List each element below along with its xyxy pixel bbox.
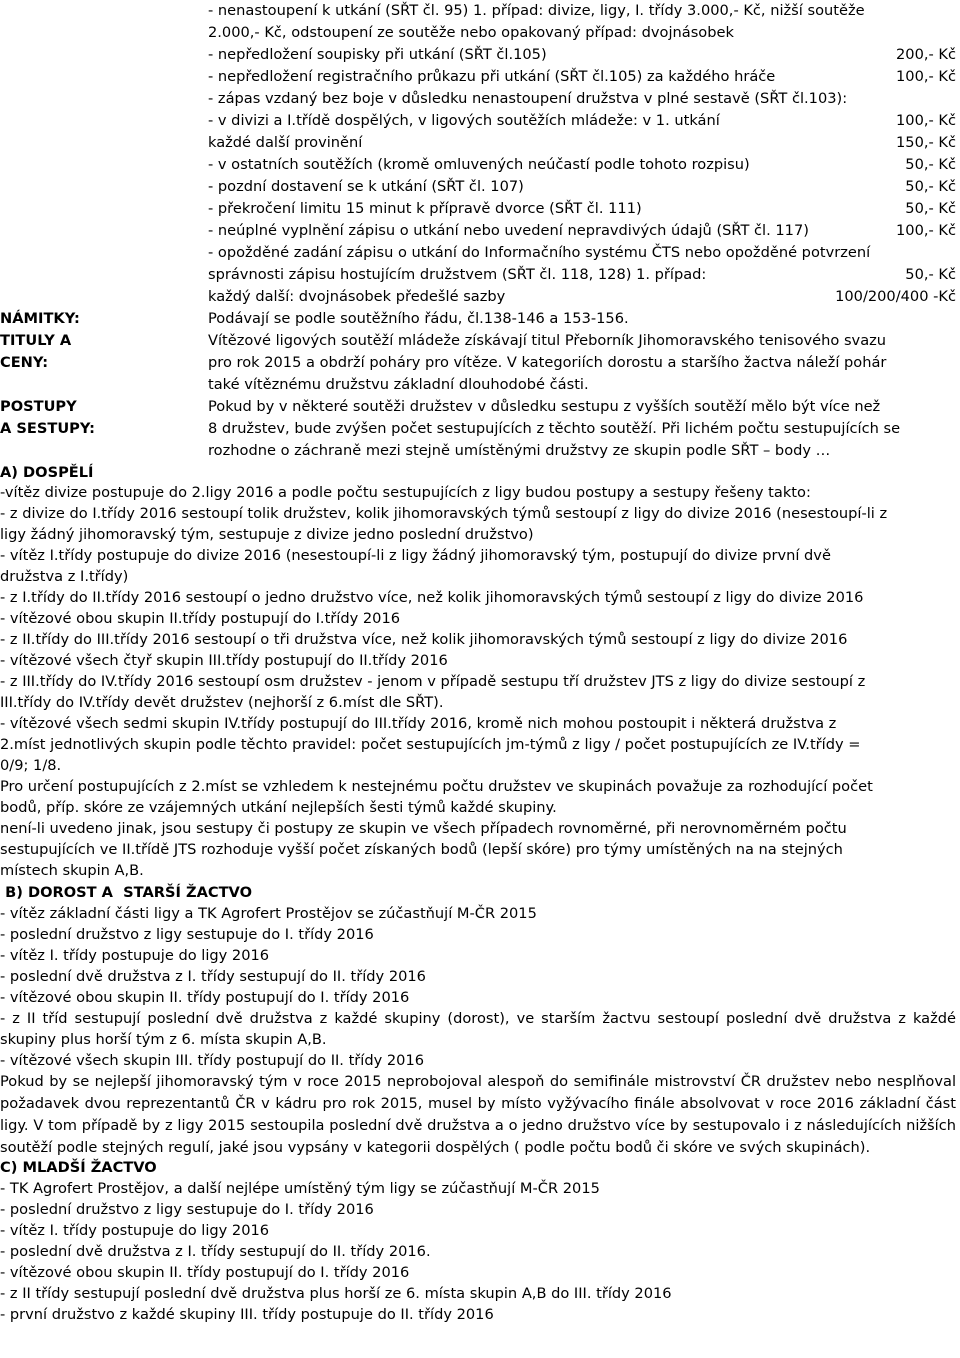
mladsi-heading: C) MLADŠÍ ŽACTVO <box>0 1159 157 1176</box>
dorost-line: - vítězové obou skupin II. třídy postupují do I. třídy 2016 <box>0 989 410 1006</box>
dospeli-line: - vítěz I.třídy postupuje do divize 2016 (nesestoupí-li z ligy žádný jihomoravský tým, postupují do divize první dvě <box>0 547 831 564</box>
dospeli-line: 0/9; 1/8. <box>0 757 62 774</box>
dospeli-line: 2.míst jednotlivých skupin podle těchto pravidel: počet sestupujících jm-týmů z ligy / počet postupujících ze IV.třídy = <box>0 736 861 753</box>
tituly-label-1: TITULY A <box>0 332 72 349</box>
mladsi-line: - z II třídy sestupují poslední dvě družstva plus horší ze 6. místa skupin A,B do III. třídy 2016 <box>0 1285 672 1302</box>
postupy-text: Pokud by v některé soutěži družstev v důsledku sestupu z vyšších soutěží mělo být více než <box>208 398 881 415</box>
dospeli-line: - vítězové obou skupin II.třídy postupují do I.třídy 2016 <box>0 610 401 627</box>
dospeli-line: ligy žádný jihomoravský tým, sestupuje z divize jedno poslední družstvo) <box>0 526 534 543</box>
fine-line: - pozdní dostavení se k utkání (SŘT čl. 107) <box>208 178 524 195</box>
fine-amount: 100/200/400 -Kč <box>835 288 956 305</box>
fine-line: - nepředložení soupisky při utkání (SŘT čl.105) <box>208 46 547 63</box>
dospeli-line: - z I.třídy do II.třídy 2016 sestoupí o jedno družstvo více, než kolik jihomoravských týmů sestoupí z ligy do divize 2016 <box>0 589 864 606</box>
dospeli-line: - z II.třídy do III.třídy 2016 sestoupí o tři družstva více, než kolik jihomoravských týmů sestoupí z ligy do divize 2016 <box>0 631 848 648</box>
mladsi-line: - poslední družstvo z ligy sestupuje do I. třídy 2016 <box>0 1201 374 1218</box>
fine-line: - zápas vzdaný bez boje v důsledku nenastoupení družstva v plné sestavě (SŘT čl.103): <box>208 90 848 107</box>
fine-amount: 150,- Kč <box>896 134 956 151</box>
namitky-label: NÁMITKY: <box>0 310 80 327</box>
dorost-heading: B) DOROST A STARŠÍ ŽACTVO <box>0 884 252 901</box>
dospeli-line: III.třídy do IV.třídy devět družstev (nejhorší z 6.míst dle SŘT). <box>0 694 444 711</box>
mladsi-line: - vítězové obou skupin II. třídy postupují do I. třídy 2016 <box>0 1264 410 1281</box>
fine-line: - v ostatních soutěžích (kromě omluvených neúčastí podle tohoto rozpisu) <box>208 156 750 173</box>
fine-line: - opožděné zadání zápisu o utkání do Informačního systému ČTS nebo opožděné potvrzení <box>208 244 871 261</box>
dospeli-line: družstva z I.třídy) <box>0 568 129 585</box>
fine-line: - nepředložení registračního průkazu při utkání (SŘT čl.105) za každého hráče <box>208 68 776 85</box>
fine-amount: 100,- Kč <box>896 112 956 129</box>
fine-amount: 50,- Kč <box>905 200 956 217</box>
postupy-label-2: A SESTUPY: <box>0 420 96 437</box>
mladsi-line: - vítěz I. třídy postupuje do ligy 2016 <box>0 1222 270 1239</box>
dospeli-line: -vítěz divize postupuje do 2.ligy 2016 a podle počtu sestupujících z ligy budou postupy a sestupy řešeny takto: <box>0 484 811 501</box>
dospeli-line: - vítězové všech sedmi skupin IV.třídy postupují do III.třídy 2016, kromě nich mohou postoupit i některá družstva z <box>0 715 837 732</box>
mladsi-line: - TK Agrofert Prostějov, a další nejlépe umístěný tým ligy se zúčastňují M-ČR 2015 <box>0 1180 600 1197</box>
postupy-text: 8 družstev, bude zvýšen počet sestupujících z těchto soutěží. Při lichém počtu sestupujících se <box>208 420 901 437</box>
postupy-text: rozhodne o záchraně mezi stejně umístěnými družstvy ze skupin podle SŘT – body … <box>208 442 831 459</box>
dorost-line: - poslední družstvo z ligy sestupuje do I. třídy 2016 <box>0 926 374 943</box>
fine-line: - v divizi a I.třídě dospělých, v ligových soutěžích mládeže: v 1. utkání <box>208 112 720 129</box>
dorost-line: - poslední dvě družstva z I. třídy sestupují do II. třídy 2016 <box>0 968 426 985</box>
dorost-line: - vítěz základní části ligy a TK Agrofert Prostějov se zúčastňují M-ČR 2015 <box>0 905 537 922</box>
mladsi-line: - první družstvo z každé skupiny III. třídy postupuje do II. třídy 2016 <box>0 1306 494 1323</box>
dospeli-line: - z III.třídy do IV.třídy 2016 sestoupí osm družstev - jenom v případě sestupu tří družstev JTS z ligy do divize sestoupí z <box>0 673 866 690</box>
fine-line: každý další: dvojnásobek předešlé sazby <box>208 288 506 305</box>
dospeli-heading: A) DOSPĚLÍ <box>0 464 94 481</box>
dospeli-line: Pro určení postupujících z 2.míst se vzhledem k nestejnému počtu družstev ve skupinách považuje za rozhodující počet <box>0 778 873 795</box>
tituly-text: Vítězové ligových soutěží mládeže získávají titul Přeborník Jihomoravského tenisového svazu <box>208 332 887 349</box>
dospeli-line: bodů, příp. skóre ze vzájemných utkání nejlepších šesti týmů každé skupiny. <box>0 799 557 816</box>
dorost-paragraph: - z II tříd sestupují poslední dvě družstva z každé skupiny (dorost), ve starším žactvu sestoupí poslední dvě družstva z každé skupiny plus horší tým z 6. místa skupin A,B. <box>0 1010 956 1048</box>
dospeli-line: sestupujících ve II.třídě JTS rozhoduje vyšší počet získaných bodů (lepší skóre) pro týmy umístěných na na stejných <box>0 841 843 858</box>
tituly-text: také vítěznému družstvu základní dlouhodobé části. <box>208 376 589 393</box>
fine-amount: 100,- Kč <box>896 68 956 85</box>
tituly-text: pro rok 2015 a obdrží poháry pro vítěze. V kategoriích dorostu a staršího žactva náleží pohár <box>208 354 887 371</box>
fine-amount: 100,- Kč <box>896 222 956 239</box>
tituly-label-2: CENY: <box>0 354 49 371</box>
fine-line: - nenastoupení k utkání (SŘT čl. 95) 1. případ: divize, ligy, I. třídy 3.000,- Kč, nižší soutěže <box>208 2 865 19</box>
fine-line: 2.000,- Kč, odstoupení ze soutěže nebo opakovaný případ: dvojnásobek <box>208 24 734 41</box>
fine-amount: 50,- Kč <box>905 156 956 173</box>
dorost-line: - vítězové všech skupin III. třídy postupují do II. třídy 2016 <box>0 1052 425 1069</box>
dospeli-line: - vítězové všech čtyř skupin III.třídy postupují do II.třídy 2016 <box>0 652 448 669</box>
fine-line: správnosti zápisu hostujícím družstvem (SŘT čl. 118, 128) 1. případ: <box>208 266 707 283</box>
fine-line: - překročení limitu 15 minut k přípravě dvorce (SŘT čl. 111) <box>208 200 642 217</box>
dospeli-line: není-li uvedeno jinak, jsou sestupy či postupy ze skupin ve všech případech rovnoměrné, při nerovnoměrném počtu <box>0 820 847 837</box>
mladsi-line: - poslední dvě družstva z I. třídy sestupují do II. třídy 2016. <box>0 1243 431 1260</box>
fine-line: každé další provinění <box>208 134 363 151</box>
fine-amount: 50,- Kč <box>905 178 956 195</box>
dorost-paragraph: Pokud by se nejlepší jihomoravský tým v roce 2015 neprobojoval alespoň do semifinále mistrovství ČR družstev nebo nesplňoval požadavek dvou reprezentantů ČR v kádru pro rok 2015, musel by místo vyžývacího finále absolvovat v roce 2016 základní část ligy. V tom případě by z ligy 2015 sestoupila poslední dvě družstva a o jedno družstvo více by sestupovalo i z následujících nižších soutěží podle stejných regulí, jaké jsou vypsány v kategorii dospělých ( podle počtu bodů či skóre ve svých skupinách). <box>0 1073 956 1156</box>
namitky-text: Podávají se podle soutěžního řádu, čl.138-146 a 153-156. <box>208 310 629 327</box>
postupy-label-1: POSTUPY <box>0 398 77 415</box>
fine-amount: 50,- Kč <box>905 266 956 283</box>
fine-line: - neúplné vyplnění zápisu o utkání nebo uvedení nepravdivých údajů (SŘT čl. 117) <box>208 222 809 239</box>
dorost-line: - vítěz I. třídy postupuje do ligy 2016 <box>0 947 270 964</box>
fine-amount: 200,- Kč <box>896 46 956 63</box>
dospeli-line: místech skupin A,B. <box>0 862 144 879</box>
dospeli-line: - z divize do I.třídy 2016 sestoupí tolik družstev, kolik jihomoravských týmů sestoupí z ligy do divize 2016 (nesestoupí-li z <box>0 505 888 522</box>
